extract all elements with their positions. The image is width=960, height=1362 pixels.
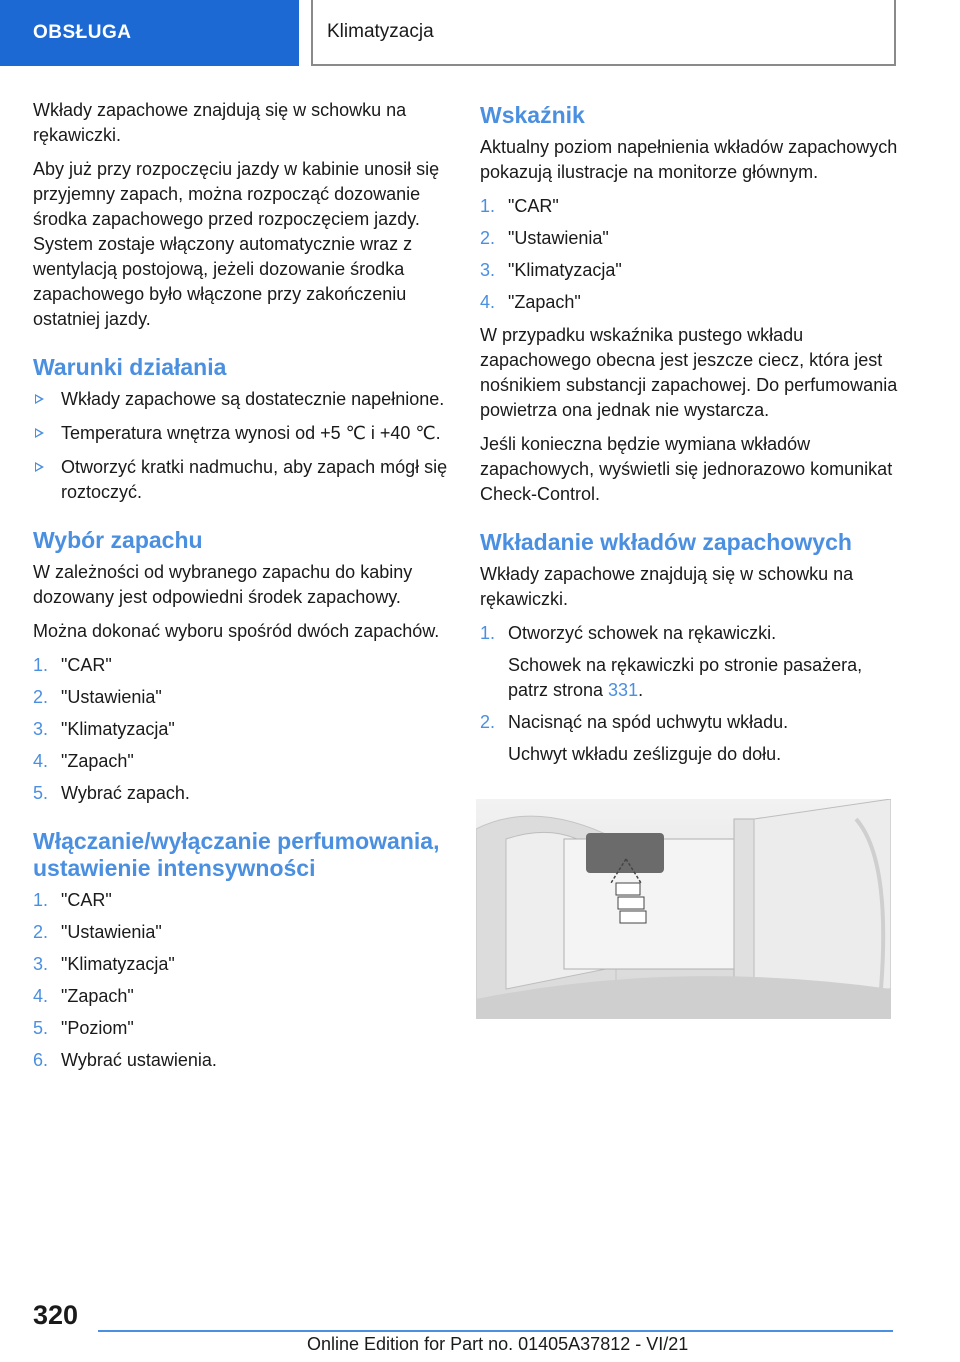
- conditions-heading: Warunki działania: [33, 354, 227, 380]
- conditions-list: [33, 387, 453, 505]
- list-item: 3. "Klimatyzacja": [33, 719, 175, 739]
- page-number: 320: [33, 1300, 79, 1330]
- right-column: [480, 98, 900, 775]
- chapter-title-box: [311, 0, 896, 66]
- indicator-note: Jeśli konieczna będzie wymiana wkładów zapachowych, wyświetli się jednorazowo komunikat Check-Control.: [480, 434, 893, 504]
- list-item: 5. "Poziom": [33, 1018, 134, 1038]
- indicator-paragraph: Aktualny poziom napełnienia wkładów zapachowych pokazują ilustracje na monitorze głównym.: [480, 137, 898, 182]
- list-item: 6. Wybrać ustawienia.: [33, 1050, 217, 1070]
- list-item: 4. "Zapach": [33, 751, 134, 771]
- indicator-heading: Wskaźnik: [480, 102, 585, 128]
- scent-steps: [33, 653, 453, 806]
- left-column: [33, 98, 453, 1081]
- list-item: 1. Otworzyć schowek na rękawiczki. Schowek na rękawiczki po stronie pasażera, patrz strona 331.: [480, 621, 900, 703]
- onoff-heading: Włączanie/wyłączanie perfumowania, ustawienie intensywności: [33, 828, 440, 881]
- footer-divider: [98, 1330, 893, 1332]
- indicator-note: W przypadku wskaźnika pustego wkładu zapachowego obecna jest jeszcze ciecz, która jest nośnikiem substancji zapachowej. Do perfumowania powietrza ona jednak nie wystarcza.: [480, 325, 898, 420]
- list-item: Otworzyć kratki nadmuchu, aby zapach mógł się roztoczyć.: [33, 455, 453, 505]
- list-item: 1. "CAR": [33, 655, 112, 675]
- list-item: 2. "Ustawienia": [33, 922, 162, 942]
- list-item: 4. "Zapach": [480, 292, 581, 312]
- glovebox-illustration-svg: [476, 799, 891, 1019]
- list-item: 3. "Klimatyzacja": [33, 954, 175, 974]
- list-item: 2. "Ustawienia": [480, 228, 609, 248]
- triangle-bullet-icon: [35, 394, 44, 404]
- intro-paragraph: Aby już przy rozpoczęciu jazdy w kabinie unosił się przyjemny zapach, można rozpocząć dozowanie środka zapachowego przed rozpoczęciem jazdy. System zostaje włączony automatycznie wraz z wentylacją postojową, jeżeli dozowanie środka zapachowego było włączone przy zakończeniu ostatniej jazdy.: [33, 159, 440, 329]
- triangle-bullet-icon: [35, 462, 44, 472]
- scent-paragraph: W zależności od wybranego zapachu do kabiny dozowany jest odpowiedni środek zapachowy.: [33, 562, 413, 607]
- list-item: Temperatura wnętrza wynosi od +5 ℃ i +40 ℃.: [33, 421, 453, 446]
- list-item: 3. "Klimatyzacja": [480, 260, 622, 280]
- step-detail: Uchwyt wkładu ześlizguje do dołu.: [508, 744, 782, 764]
- onoff-steps: [33, 888, 453, 1073]
- page-link[interactable]: 331: [608, 680, 639, 700]
- list-item: 1. "CAR": [480, 196, 559, 216]
- section-label: OBSŁUGA: [33, 22, 132, 43]
- scent-heading: Wybór zapachu: [33, 527, 203, 553]
- indicator-steps: [480, 194, 900, 315]
- scent-paragraph: Można dokonać wyboru spośród dwóch zapachów.: [33, 621, 440, 641]
- list-item: 4. "Zapach": [33, 986, 134, 1006]
- list-item: 1. "CAR": [33, 890, 112, 910]
- insert-paragraph: Wkłady zapachowe znajdują się w schowku na rękawiczki.: [480, 564, 854, 609]
- insert-steps: [480, 621, 900, 767]
- edition-text: Online Edition for Part no. 01405A37812 - VI/21: [307, 1334, 689, 1354]
- triangle-bullet-icon: [35, 428, 44, 438]
- list-item: Wkłady zapachowe są dostatecznie napełnione.: [33, 387, 453, 412]
- chapter-title: Klimatyzacja: [327, 21, 434, 42]
- glovebox-illustration: [476, 799, 891, 1019]
- list-item: 2. "Ustawienia": [33, 687, 162, 707]
- section-tab[interactable]: [0, 0, 299, 66]
- list-item: 5. Wybrać zapach.: [33, 783, 190, 803]
- intro-paragraph: Wkłady zapachowe znajdują się w schowku na rękawiczki.: [33, 100, 407, 145]
- insert-heading: Wkładanie wkładów zapachowych: [480, 529, 852, 555]
- step-detail: Schowek na rękawiczki po stronie pasażera, patrz strona 331.: [508, 655, 863, 700]
- list-item: 2. Nacisnąć na spód uchwytu wkładu. Uchwyt wkładu ześlizguje do dołu.: [480, 710, 900, 767]
